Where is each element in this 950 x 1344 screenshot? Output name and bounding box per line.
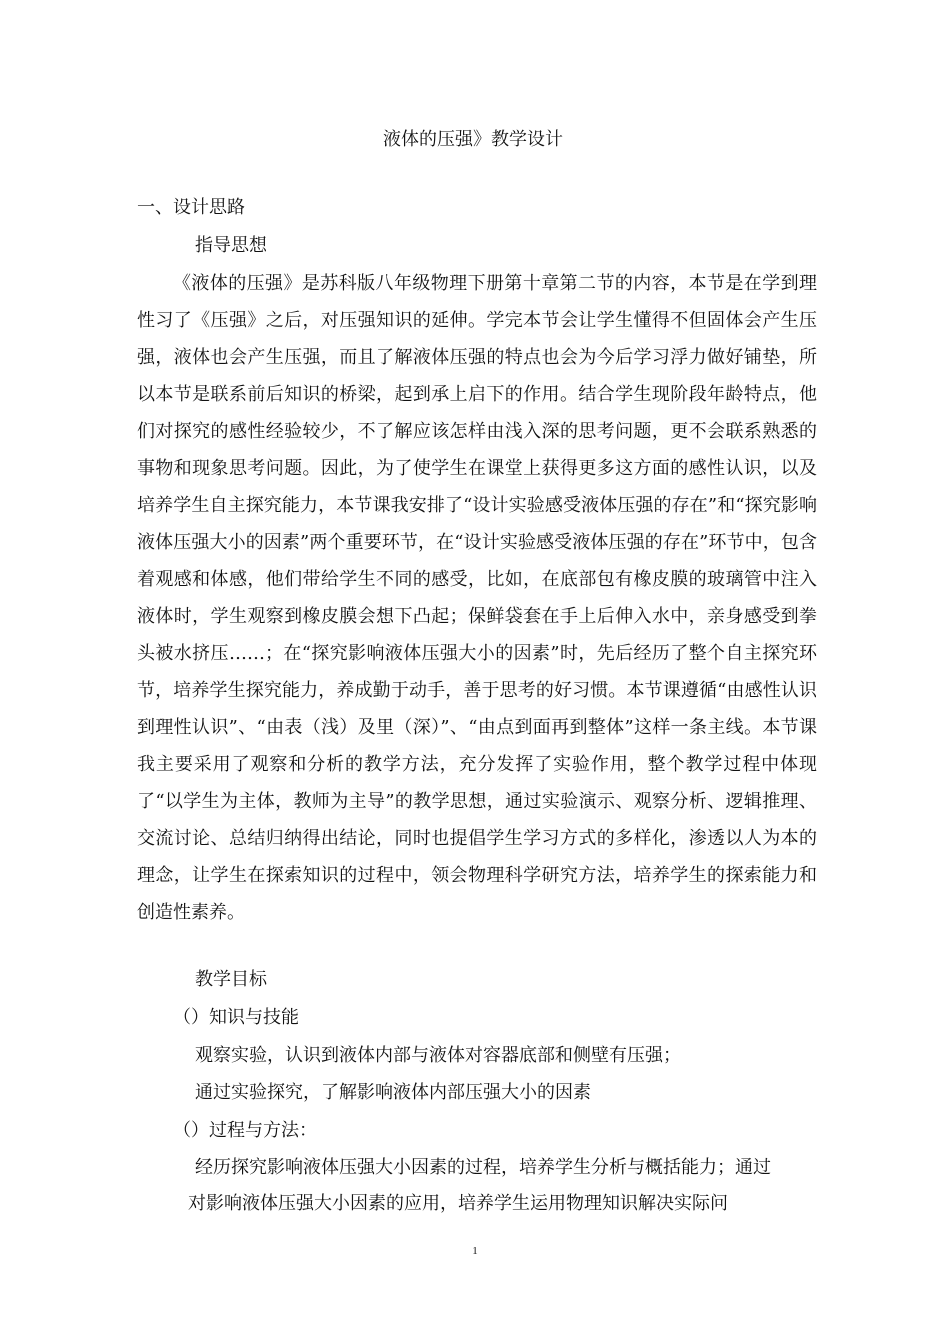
goal-process-line-1: 经历探究影响液体压强大小因素的过程，培养学生分析与概括能力；通过: [195, 1157, 771, 1178]
goal-knowledge-skills-heading: （）知识与技能: [173, 1007, 299, 1028]
guiding-thought-paragraph: 《液体的压强》是苏科版八年级物理下册第十章第二节的内容，本节是在学到理性习了《压强》之后，对压强知识的延伸。学完本节会让学生懂得不但固体会产生压强，液体也会产生压强，而且了解液体压强的特点也会为今后学习浮力做好铺垫，所以本节是联系前后知识的桥梁，起到承上启下的作用。结合学生现阶段年龄特点，他们对探究的感性经验较少，不了解应该怎样由浅入深的思考问题，更不会联系熟悉的事物和现象思考问题。因此，为了使学生在课堂上获得更多这方面的感性认识，以及培养学生自主探究能力，本节课我安排了“设计实验感受液体压强的存在”和“探究影响液体压强大小的因素”两个重要环节，在“设计实验感受液体压强的存在”环节中，包含着观感和体感，他们带给学生不同的感受，比如，在底部包有橡皮膜的玻璃管中注入液体时，学生观察到橡皮膜会想下凸起；保鲜袋套在手上后伸入水中，亲身感受到拳头被水挤压……；在“探究影响液体压强大小的因素”时，先后经历了整个自主探究环节，培养学生探究能力，养成勤于动手，善于思考的好习惯。本节课遵循“由感性认识到理性认识”、“由表（浅）及里（深）”、“由点到面再到整体”这样一条主线。本节课我主要采用了观察和分析的教学方法，充分发挥了实验作用，整个教学过程中体现了“以学生为主体，教师为主导”的教学思想，通过实验演示、观察分析、逻辑推理、交流讨论、总结归纳得出结论，同时也提倡学生学习方式的多样化，渗透以人为本的理念，让学生在探索知识的过程中，领会物理科学研究方法，培养学生的探索能力和创造性素养。: [137, 273, 817, 923]
goal-process-methods-heading: （）过程与方法：: [173, 1120, 317, 1141]
goal-knowledge-item-2: 通过实验探究，了解影响液体内部压强大小的因素: [195, 1082, 591, 1103]
section-heading-design-idea: 一、设计思路: [137, 197, 245, 218]
goal-process-line-2: 对影响液体压强大小因素的应用，培养学生运用物理知识解决实际问: [188, 1193, 728, 1214]
subheading-teaching-goals: 教学目标: [195, 969, 267, 990]
subheading-guiding-thought: 指导思想: [195, 235, 267, 256]
page-number: 1: [472, 1245, 478, 1257]
goal-knowledge-item-1: 观察实验，认识到液体内部与液体对容器底部和侧壁有压强；: [195, 1045, 681, 1066]
document-title: 液体的压强》教学设计: [383, 129, 563, 150]
